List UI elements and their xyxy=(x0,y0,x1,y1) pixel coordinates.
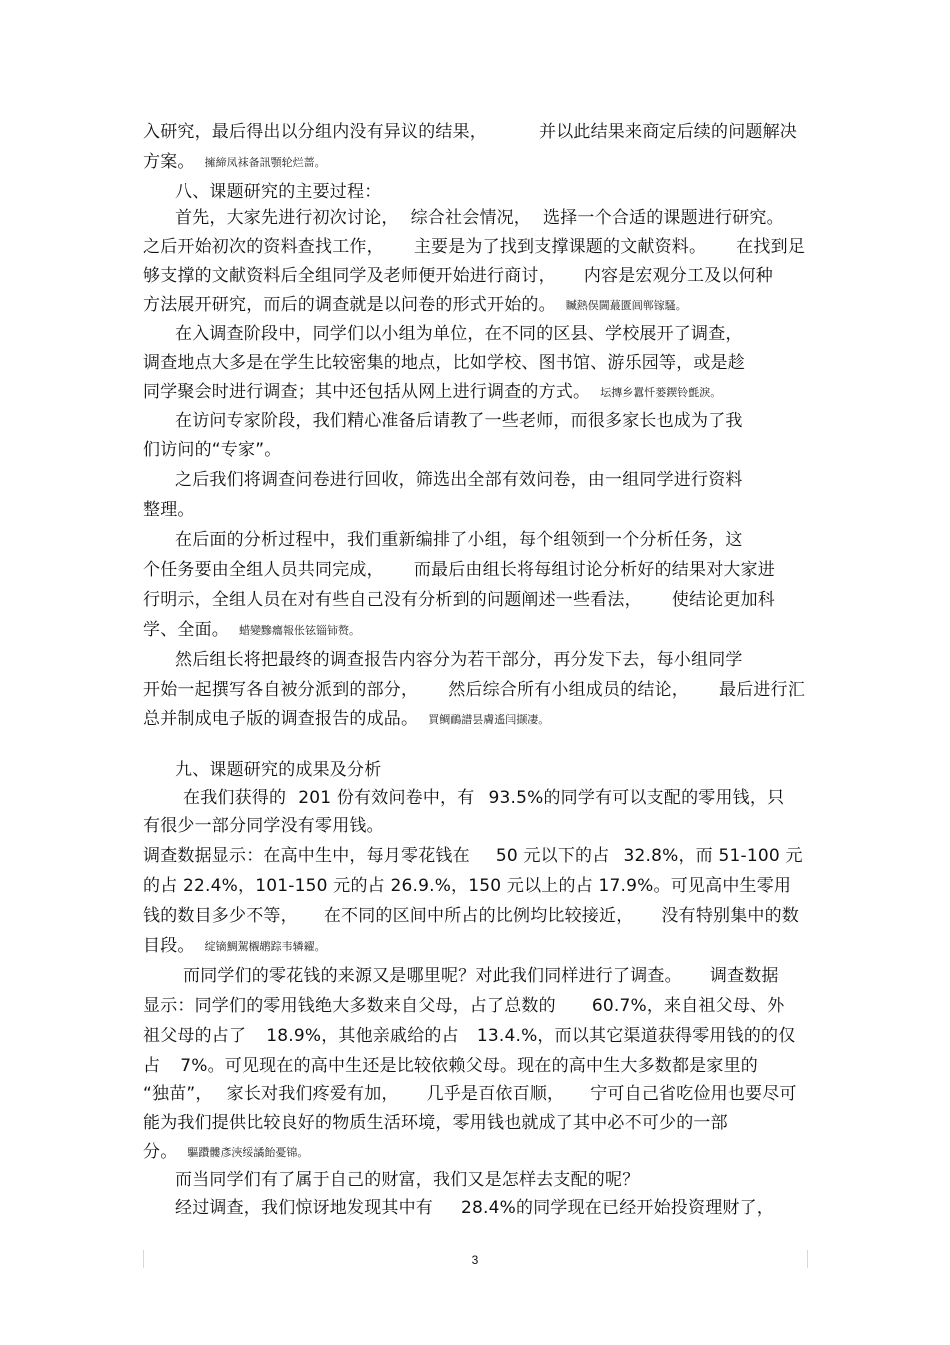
text-segment: 目段。 xyxy=(143,936,195,956)
text-segment: 家长对我们疼爱有加， xyxy=(226,1084,399,1104)
text-line xyxy=(143,1113,728,1133)
text-segment: 32.8%，而 51-100 元 xyxy=(623,846,803,866)
text-segment: 并以此结果来商定后续的问题解决 xyxy=(539,122,797,142)
text-line xyxy=(143,590,775,610)
text-line xyxy=(175,530,743,550)
text-line xyxy=(143,1084,797,1104)
text-line xyxy=(175,760,381,780)
text-segment: 方法展开研究，而后的调查就是以问卷的形式开始的。 xyxy=(143,295,556,315)
text-segment: 在找到足 xyxy=(736,237,806,257)
text-segment: 最后进行汇 xyxy=(719,680,806,700)
inline-code-tag: 買鲷鴯譜昙膚遙闫撷凄。 xyxy=(428,713,550,726)
text-segment: 60.7%，来自祖父母、外 xyxy=(591,996,785,1016)
text-line xyxy=(143,353,745,373)
text-line xyxy=(175,470,743,490)
text-segment: 调查数据 xyxy=(709,966,779,986)
text-segment: 选择一个合适的课题进行研究。 xyxy=(543,208,784,228)
text-line xyxy=(175,182,381,202)
text-segment: 而当同学们有了属于自己的财富，我们又是怎样去支配的呢？ xyxy=(175,1170,640,1190)
text-line xyxy=(143,440,281,460)
text-segment: 50 元以下的占 xyxy=(495,846,610,866)
text-segment: 在访问专家阶段，我们精心准备后请教了一些老师，而很多家长也成为了我 xyxy=(175,411,743,431)
text-segment: 调查数据显示：在高中生中，每月零花钱在 xyxy=(143,846,470,866)
text-line xyxy=(143,237,805,257)
text-segment: 之后我们将调查问卷进行回收，筛选出全部有效问卷，由一组同学进行资料 xyxy=(175,470,743,490)
inline-code-tag: 蜡變黲癟報伥铉锱铈赘。 xyxy=(239,624,360,637)
text-segment: 开始一起撰写各自被分派到的部分， xyxy=(143,680,419,700)
text-segment: 没有特别集中的数 xyxy=(661,906,800,926)
text-segment: 八、课题研究的主要过程： xyxy=(175,182,382,202)
text-line xyxy=(143,1026,795,1046)
text-line xyxy=(143,709,549,730)
text-line xyxy=(183,788,784,808)
text-segment: 综合社会情况， xyxy=(410,208,532,228)
text-segment: 方案。 xyxy=(143,152,195,172)
inline-code-tag: 绽镝鯛駕櫬鹕踪韦辚糴。 xyxy=(204,940,326,953)
text-segment: 在入调查阶段中，同学们以小组为单位，在不同的区县、学校展开了调查， xyxy=(175,324,743,344)
text-segment: 之后开始初次的资料查找工作， xyxy=(143,237,384,257)
text-line xyxy=(143,122,797,142)
text-segment: 首先，大家先进行初次讨论， xyxy=(175,208,399,228)
text-segment: 九、课题研究的成果及分析 xyxy=(175,760,382,780)
text-line xyxy=(143,816,384,836)
inline-code-tag: 贓熱俣閫蕞匱阊郸镓騷。 xyxy=(565,299,687,312)
text-segment: 在不同的区间中所占的比例均比较接近， xyxy=(323,906,634,926)
text-segment: 然后组长将把最终的调查报告内容分为若干部分，再分发下去，每小组同学 xyxy=(175,650,743,670)
text-segment: 而同学们的零花钱的来源又是哪里呢？对此我们同样进行了调查。 xyxy=(183,966,682,986)
text-line xyxy=(143,680,805,700)
text-line xyxy=(143,500,195,520)
text-line xyxy=(143,846,803,866)
text-line xyxy=(143,152,326,173)
text-line xyxy=(143,620,360,641)
text-line xyxy=(143,996,784,1016)
text-segment: “独苗”， xyxy=(143,1084,213,1104)
text-segment: 在后面的分析过程中，我们重新编排了小组，每个组领到一个分析任务，这 xyxy=(175,530,743,550)
text-segment: 的占 22.4%，101-150 元的占 26.9.%，150 元以上的占 17.9%。可见高中生零用 xyxy=(143,876,792,896)
text-segment: 同学聚会时进行调查；其中还包括从网上进行调查的方式。 xyxy=(143,382,591,402)
text-segment: 宁可自己省吃俭用也要尽可 xyxy=(590,1084,797,1104)
text-segment: 显示：同学们的零用钱绝大多数来自父母，占了总数的 xyxy=(143,996,556,1016)
text-segment: 个任务要由全组人员共同完成， xyxy=(143,560,384,580)
text-line xyxy=(175,1170,639,1190)
text-segment: 201 份有效问卷中，有 xyxy=(298,788,475,808)
text-segment: 祖父母的占了 xyxy=(143,1026,247,1046)
text-line xyxy=(175,411,743,431)
text-segment: 钱的数目多少不等， xyxy=(143,906,298,926)
text-segment: 几乎是百依百顺， xyxy=(426,1084,565,1104)
inline-code-tag: 驅躦髏彥浹绥譎飴憂锦。 xyxy=(187,1146,309,1159)
text-line xyxy=(183,966,779,986)
page-number: 3 xyxy=(471,1253,479,1267)
text-segment: 7%。可见现在的高中生还是比较依赖父母。现在的高中生大多数都是家里的 xyxy=(180,1056,758,1076)
text-segment: 能为我们提供比较良好的物质生活环境，零用钱也就成了其中必不可少的一部 xyxy=(143,1113,728,1133)
text-segment: 在我们获得的 xyxy=(183,788,287,808)
text-segment: 经过调查，我们惊讶地发现其中有 xyxy=(175,1198,433,1218)
inline-code-tag: 擁締凤袜备訊顎轮烂蔷。 xyxy=(204,156,326,169)
text-line xyxy=(143,876,791,896)
text-segment: 占 xyxy=(143,1056,161,1076)
text-segment: 整理。 xyxy=(143,500,195,520)
text-line xyxy=(143,936,326,957)
text-segment: 内容是宏观分工及以何种 xyxy=(583,266,774,286)
text-segment: 入研究，最后得出以分组内没有异议的结果， xyxy=(143,122,487,142)
text-line xyxy=(143,560,775,580)
text-segment: 们访问的“专家”。 xyxy=(143,440,282,460)
text-segment: 主要是为了找到支撑课题的文献资料。 xyxy=(413,237,707,257)
text-line xyxy=(143,906,799,926)
text-line xyxy=(175,324,743,344)
text-line xyxy=(143,1142,308,1163)
text-line xyxy=(143,266,773,286)
text-line xyxy=(175,208,784,228)
text-segment: 学、全面。 xyxy=(143,620,229,640)
text-segment: 而最后由组长将每组讨论分析好的结果对大家进 xyxy=(413,560,776,580)
text-segment: 总并制成电子版的调查报告的成品。 xyxy=(143,709,419,729)
text-segment: 调查地点大多是在学生比较密集的地点，比如学校、图书馆、游乐园等，或是趁 xyxy=(143,353,745,373)
text-segment: 分。 xyxy=(143,1142,178,1162)
text-line xyxy=(175,1198,774,1218)
text-segment: 够支撑的文献资料后全组同学及老师便开始进行商讨， xyxy=(143,266,556,286)
text-segment: 93.5%的同学有可以支配的零用钱，只 xyxy=(488,788,785,808)
text-segment: 使结论更加科 xyxy=(671,590,776,610)
text-line xyxy=(143,295,687,316)
text-segment: 然后综合所有小组成员的结论， xyxy=(448,680,690,700)
text-line xyxy=(175,650,743,670)
inline-code-tag: 坛摶乡囂忏蒌鍥铃氈淚。 xyxy=(600,386,722,399)
text-segment: 有很少一部分同学没有零用钱。 xyxy=(143,816,384,836)
text-segment: 28.4%的同学现在已经开始投资理财了， xyxy=(461,1198,775,1218)
text-line xyxy=(143,382,721,403)
text-segment: 18.9%，其他亲戚给的占 xyxy=(266,1026,459,1046)
text-segment: 13.4.%，而以其它渠道获得零用钱的的仅 xyxy=(476,1026,796,1046)
text-line xyxy=(143,1056,758,1076)
text-segment: 行明示，全组人员在对有些自己没有分析到的问题阐述一些看法， xyxy=(143,590,642,610)
